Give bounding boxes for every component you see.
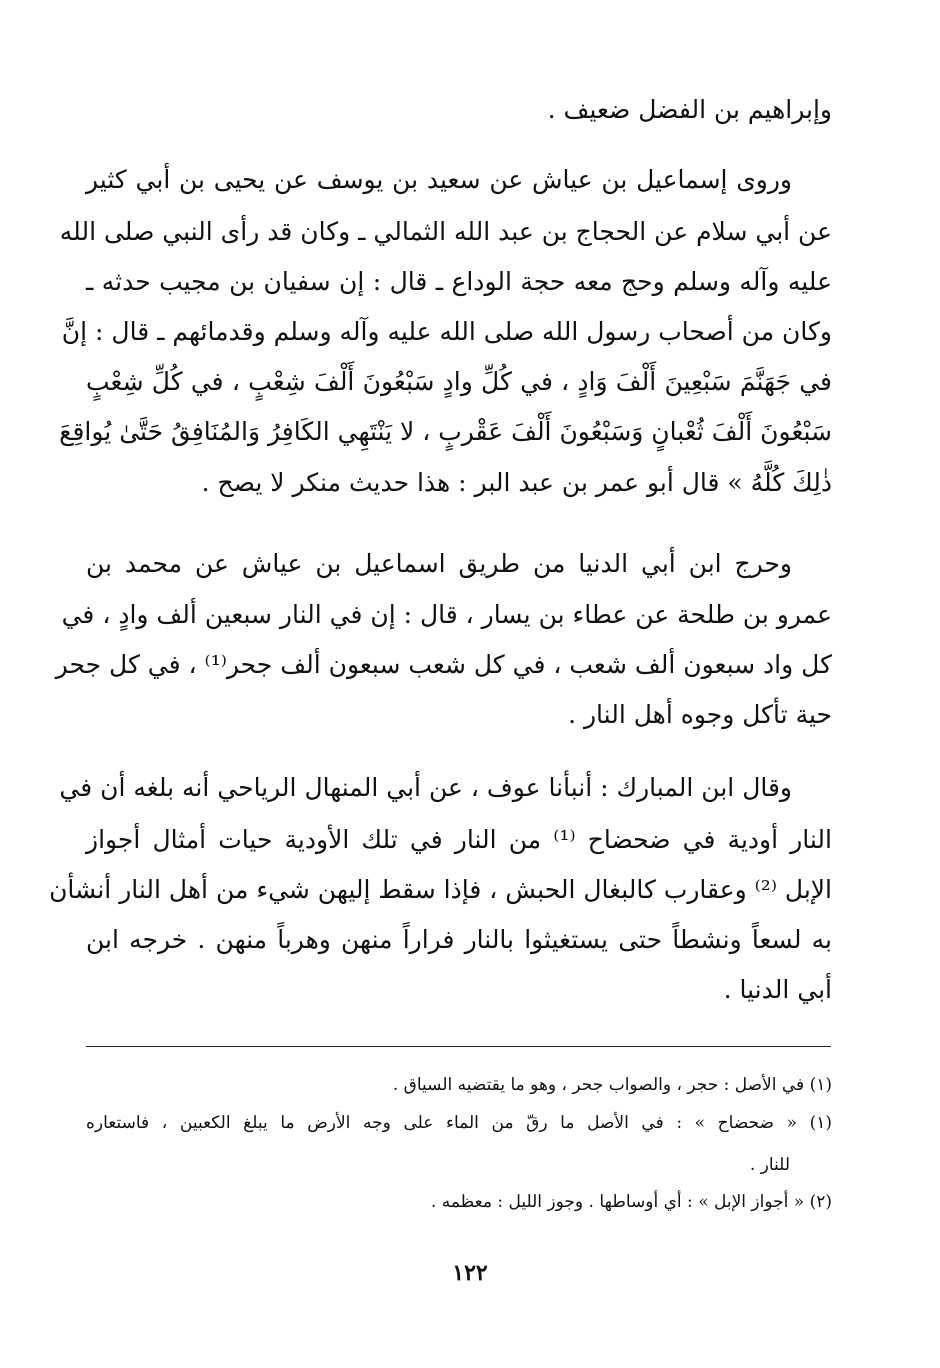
body-line: به لسعاً ونشطاً حتى يستغيثوا بالنار فراراً منهن وهرباً منهن . خرجه ابن [86, 925, 832, 954]
body-line: عمرو بن طلحة عن عطاء بن يسار ، قال : إن في النار سبعين ألف وادٍ ، في [61, 600, 832, 629]
body-line: عليه وآله وسلم وحج معه حجة الوداع ـ قال : إن سفيان بن مجيب حدثه ـ [86, 267, 832, 296]
footnote: (٢) « أجواز الإبل » : أي أوساطها . وجوز الليل : معظمه . [430, 1192, 832, 1212]
body-line: وإبراهيم بن الفضل ضعيف . [547, 95, 832, 124]
footnote: (١) في الأصل : حجر ، والصواب جحر ، وهو ما يقتضيه السياق . [392, 1075, 832, 1095]
body-line: وقال ابن المبارك : أنبأنا عوف ، عن أبي المنهال الرياحي أنه بلغه أن في [59, 773, 792, 802]
body-line: أبي الدنيا . [723, 975, 832, 1004]
body-line: كل واد سبعون ألف شعب ، في كل شعب سبعون ألف جحر⁽¹⁾ ، في كل جحر [55, 650, 832, 679]
body-line: الإبل ⁽²⁾ وعقارب كالبغال الحبش ، فإذا سقط إليهن شيء من أهل النار أنشأن [49, 875, 832, 904]
body-line: ذٰلِكَ كُلَّهُ » قال أبو عمر بن عبد البر : هذا حديث منكر لا يصح . [201, 468, 832, 497]
footnote: (١) « ضحضاح » : في الأصل ما رقّ من الماء على وجه الأرض ما يبلغ الكعبين ، فاستعاره [86, 1113, 832, 1133]
body-line: النار أودية في ضحضاح ⁽¹⁾ من النار في تلك الأودية حيات أمثال أجواز [86, 825, 832, 854]
body-line: سَبْعُونَ أَلْفَ ثُعْبانٍ وَسَبْعُونَ أَلْفَ عَقْربٍ ، لا يَنْتَهِي الكَافِرُ وَالمُنَافِقُ حَتَّىٰ يُواقِعَ [59, 417, 832, 446]
body-line: وكان من أصحاب رسول الله صلى الله عليه وآله وسلم وقدمائهم ـ قال : إنَّ [61, 317, 832, 346]
footnote-separator [86, 1046, 831, 1047]
body-line: حية تأكل وجوه أهل النار . [568, 700, 832, 729]
body-line: في جَهَنَّمَ سَبْعِينَ أَلْفَ وَادٍ ، في كُلِّ وادٍ سَبْعُونَ أَلْفَ شِعْبٍ ، في كُلِّ شِعْبٍ [86, 367, 832, 396]
body-line: وروى إسماعيل بن عياش عن سعيد بن يوسف عن يحيى بن أبي كثير [86, 165, 792, 194]
footnote-continuation: للنار . [749, 1155, 790, 1175]
body-line: عن أبي سلام عن الحجاج بن عبد الله الثمالي ـ وكان قد رأى النبي صلى الله [59, 217, 832, 246]
page-number: ١٢٢ [452, 1260, 488, 1286]
body-line: وحرج ابن أبي الدنيا من طريق اسماعيل بن عياش عن محمد بن [86, 549, 792, 578]
